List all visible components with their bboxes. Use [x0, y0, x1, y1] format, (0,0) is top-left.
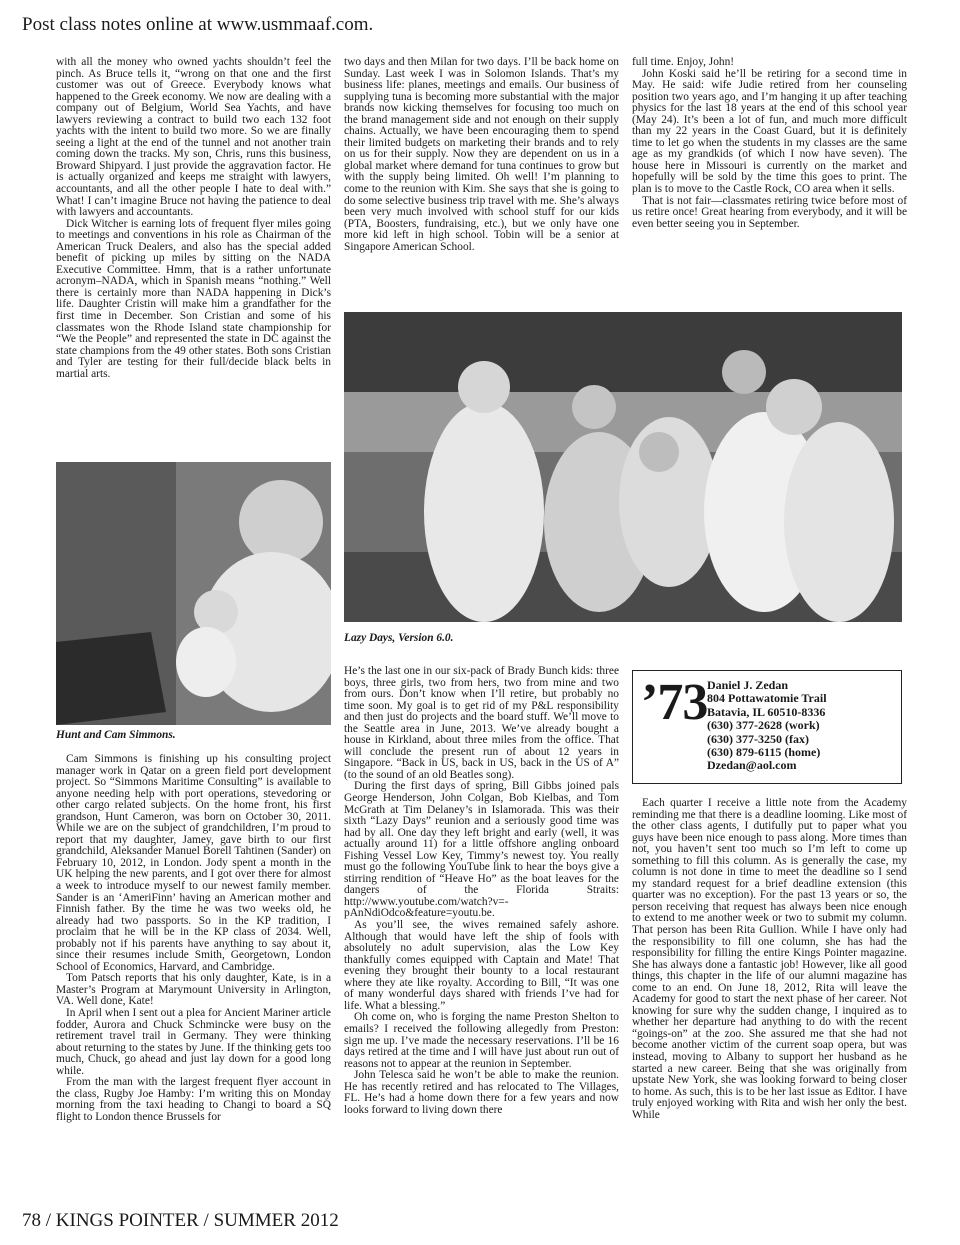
- paragraph: John Koski said he’ll be retiring for a second time in May. He said: wife Judie retired from her counseling position two years ago, and I’m hanging it up after teaching physics for the last 18 years at the end of this school year (May 24). It’s been a lot of fun, and much more difficult than my 22 years in the Coast Guard, but it is definitely time to let go when the students in my classes are the same age as my grandkids (of which I now have seven). The house here in Missouri is currently on the market and hopefully will be sold by the time this goes to print. The plan is to move to the Castle Rock, CO area when it sells.: [632, 67, 907, 196]
- paragraph: Dick Witcher is earning lots of frequent flyer miles going to meetings and conventions in his role as Chairman of the American Truck Dealers, and also has the special added benefit of picking up miles by sitting on the NADA Executive Committee. Hmm, that is a rather unfortunate acronym–NADA, which in Spanish means “nothing.” Well there is certainly more than NADA happening in Dick’s life. Daughter Cristin will make him a grandfather for the first time in December. Son Cristian and some of his classmates won the Rhode Island state championship for “We the People” and represented the state in DC against the state champions from the 49 other states. Both sons Cristian and Tyler are testing for their full/decide black belts in martial arts.: [56, 217, 331, 380]
- paragraph: Cam Simmons is finishing up his consulting project manager work in Qatar on a green field port development project. So “Simmons Maritime Consulting” is available to anyone needing help with port operations, stevedoring or other cargo related subjects. On the home front, his first grandson, Hunt Cameron, was born on October 30, 2011. While we are on the subject of grandchildren, I’m proud to report that my daughter, Jamey, gave birth to our first grandchild, Aleksander Manuel Borell Tahtinen (Sander) on February 10, 2012, in London. Jody spent a month in the UK helping the new parents, and I got over there for almost a week to introduce myself to our newest family member. Sander is an ‘AmeriFinn’ having an American mother and Finnish father. By the time he was two weeks old, he already had two passports. So in the KP tradition, I proclaim that he will be in the KP class of 2034. Well, probably not if his parents have anything to say about it, since their resumes include Smith, Georgetown, London School of Economics, Harvard, and Cambridge.: [56, 753, 331, 973]
- paragraph: full time. Enjoy, John!: [632, 56, 735, 68]
- paragraph: In April when I sent out a plea for Ancient Mariner article fodder, Aurora and Chuck Schmincke were busy on the retirement travel trail in Germany. They were thinking about returning to the states by June. If the thinking gets too much, Chuck, go ahead and just lay down for a good long while.: [56, 1007, 331, 1077]
- paragraph: two days and then Milan for two days. I’ll be back home on Sunday. Last week I was in Solomon Islands. That’s my business life: planes, meetings and emails. Our business of supplying tuna is becoming more substantial with the major brands now kicking themselves for focusing too much on the brand management side and not enough on their supply chains. Actually, we have been encouraging them to spend their limited budgets on marketing their brands and to rely on us for their supply. Now they are dependent on us in a global market where demand for tuna continues to grow but with the supply being limited. Oh well! I’m planning to come to the reunion with Kim. She says that she is going to do some selective business trip travel with me. She’s always been very much involved with school stuff for our kids (PTA, Boosters, fundraising, etc.), but we only have one more kid left in high school. Tobin will be a senior at Singapore American School.: [344, 56, 619, 253]
- paragraph: Oh come on, who is forging the name Preston Shelton to emails? I received the following allegedly from Preston: sign me up. I’ve made the necessary reservations. I’ll be 16 days retired at the time and I will have just about run out of reasons not to appear at the reunion in September.: [344, 1011, 619, 1070]
- agent-email[interactable]: Dzedan@aol.com: [707, 758, 797, 773]
- agent-city: Batavia, IL 60510-8336: [707, 704, 826, 719]
- paragraph: As you’ll see, the wives remained safely ashore. Although that would have left the ship of fools with absolutely no adult supervision, alas the Low Key thankfully comes equipped with Captain and Mate! That evening they brought their bounty to a local restaurant where they ate like royalty. According to Bill, “It was one of many wonderful days shared with friends I’ve had for life. What a blessing.”: [344, 919, 619, 1012]
- paragraph: That is not fair—classmates retiring twice before most of us retire once! Great hearing from everybody, and it will be even better seeing you in September.: [632, 194, 907, 230]
- agent-work-phone: (630) 377-2628 (work): [707, 718, 820, 733]
- column-2-bottom: [344, 666, 619, 1116]
- agent-name: Daniel J. Zedan: [707, 678, 789, 692]
- paragraph: John Telesca said he won’t be able to make the reunion. He has recently retired and has relocated to The Villages, FL. He’s had a home down there for a few years and now looks forward to living down there: [344, 1069, 619, 1116]
- class-agent-box: [632, 670, 902, 784]
- paragraph: From the man with the largest frequent flyer account in the class, Rugby Joe Hamby: I’m writing this on Monday morning from the taxi heading to Changi to board a SQ flight to London thence Brussels for: [56, 1076, 331, 1123]
- agent-home-phone: (630) 879-6115 (home): [707, 745, 821, 760]
- paragraph: During the first days of spring, Bill Gibbs joined pals George Henderson, John Colgan, Bob Kielbas, and Tom McGrath at Tim Delaney’s in Islamorada. This was their sixth “Lazy Days” reunion and a seriously good time was had by all. One day they left bright and early (well, it was actually around 11) for a little offshore angling onboard Fishing Vessel Low Key, Timmy’s newest toy. You really must go the following YouTube link to hear the boys give a stirring rendition of “Heave Ho” as the boat leaves for the dangers of the Florida Straits: http://www.youtube.com/watch?v=-pAnNdiOdco&feature=youtu.be.: [344, 780, 619, 920]
- column-3-top: [632, 57, 907, 230]
- page-header: Post class notes online at www.usmmaaf.com.: [22, 14, 374, 35]
- caption-hunt-cam: Hunt and Cam Simmons.: [56, 729, 176, 741]
- column-3-bottom: [632, 798, 907, 1121]
- column-2-top: [344, 57, 619, 253]
- page-footer: 78 / KINGS POINTER / SUMMER 2012: [22, 1210, 339, 1231]
- paragraph: Each quarter I receive a little note from the Academy reminding me that there is a deadline looming. Like most of the other class agents, I dutifully put to paper what you guys have been nice enough to pass along. More times than not, you haven’t sent too much so I’m left to come up something to fill this column. As is generally the case, my column is not done in time to meet the deadline so I send my standard request for a brief deadline extension (this quarter was no exception). For the past 13 years or so, the person receiving that request has always been nice enough to extend to me another week or two to submit my column. That person has been Rita Gullion. While I have only had the responsibility to fill one column, she has had the responsibility for filling the entire Kings Pointer magazine. She has always done a fantastic job! However, like all good things, this chapter in the life of our alumni magazine has come to an end. On June 18, 2012, Rita will leave the Academy for good to start the next phase of her career. Not knowing for sure why the sudden change, I inquired as to whether her departure had anything to do with the recent “goings-on” at the zoo. She assured me that she had not become another victim of the current soap opera, but was instead, moving to Albany to support her husband as he started a new career. Being that she was originally from upstate New York, she was looking forward to being closer to home. As such, this is to be her last issue as Editor. I have truly enjoyed working with Rita and wish her only the best. While: [632, 797, 907, 1121]
- paragraph: Tom Patsch reports that his only daughter, Kate, is in a Master’s Program at Marymount University in Arlington, VA. Well done, Kate!: [56, 972, 331, 1008]
- column-1-top: [56, 57, 331, 380]
- caption-lazy-days: Lazy Days, Version 6.0.: [344, 632, 454, 644]
- class-agent-address: [707, 679, 827, 773]
- class-year: ’73: [641, 674, 708, 731]
- photo-lazy-days: [344, 312, 902, 622]
- column-1-bottom: [56, 754, 331, 1124]
- paragraph: He’s the last one in our six-pack of Brady Bunch kids: three boys, three girls, two from hers, two from mine and two from ours. Don’t know when I’ll retire, but probably no time soon. My goal is to get rid of my P&L responsibility and then just do projects and the board stuff. We’ll move to the Seattle area in June, 2013. We’ve already bought a house in Kirkland, about three miles from the office. That will conclude the present run of about 12 years in Singapore. “Back in US, back in US, back in the US of A” (to the sound of an old Beatles song).: [344, 665, 619, 781]
- agent-fax: (630) 377-3250 (fax): [707, 731, 809, 746]
- agent-street: 804 Pottawatomie Trail: [707, 691, 827, 706]
- photo-hunt-cam-simmons: [56, 462, 331, 725]
- paragraph: with all the money who owned yachts shouldn’t feel the pinch. As Bruce tells it, “wrong on that one and the first customer was out of Greece. Everybody knows what happened to the Greek economy. We now are dealing with a company out of Belgium, World Sea Yachts, and have lawyers reviewing a contract to build two each 132 foot yachts with the intent to build two more. So we are finally seeing a light at the end of the tunnel and not another train coming down the tracks. My son, Chris, runs this business, Broward Shipyard. I just provide the aggravation factor. He is actually organized and keeps me straight with lawyers, accountants, and all the other people I hate to deal with.” What! I can’t imagine Bruce not having the patience to deal with lawyers and accountants.: [56, 56, 331, 219]
